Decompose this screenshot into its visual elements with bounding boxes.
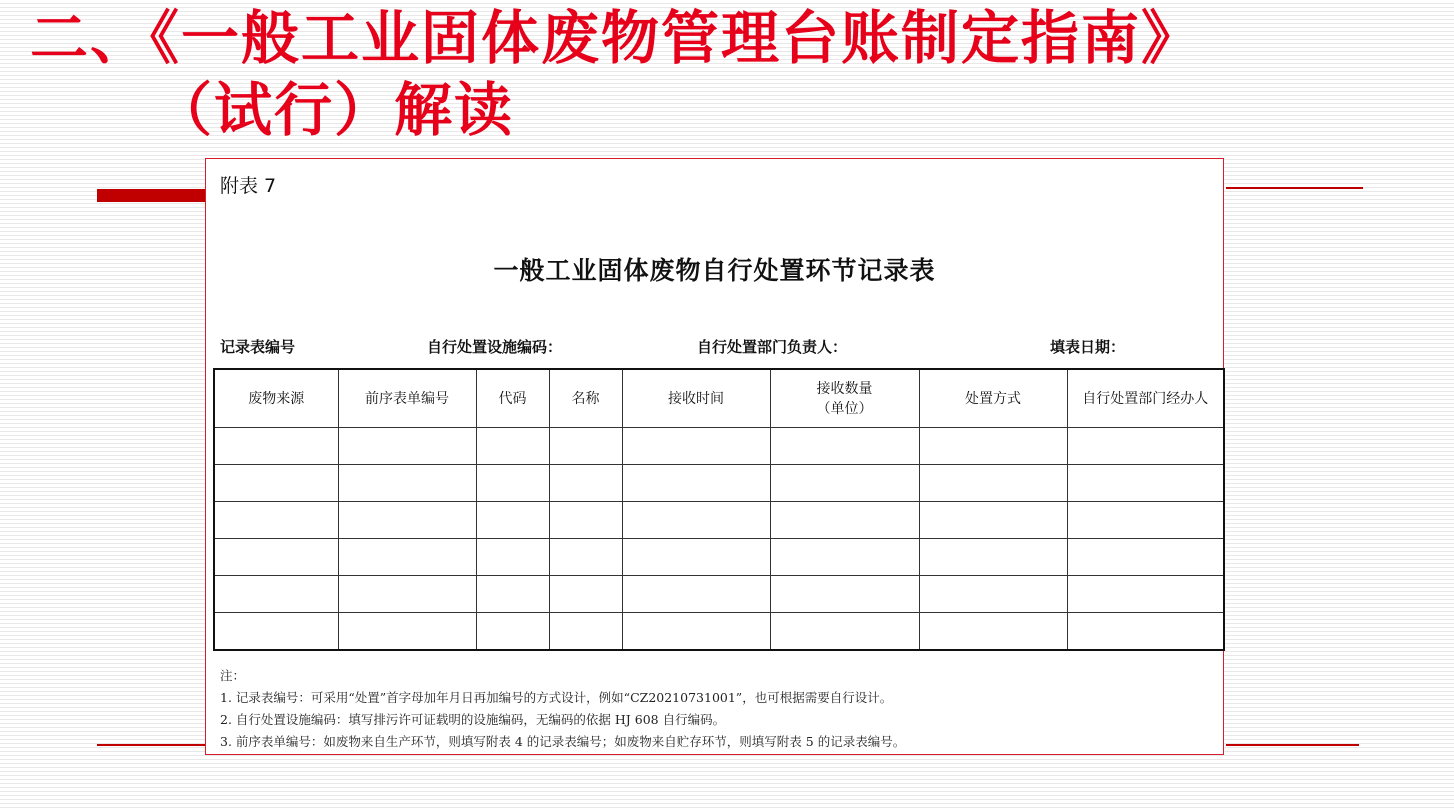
records-table [213, 368, 1225, 651]
table-row [214, 613, 1224, 651]
table-cell [338, 613, 476, 651]
header-waste-source: 废物来源 [214, 369, 338, 428]
table-cell [214, 465, 338, 502]
table-cell [622, 428, 770, 465]
header-receive-qty [770, 369, 919, 428]
table-cell [214, 428, 338, 465]
table-cell [476, 428, 549, 465]
table-cell [214, 539, 338, 576]
meta-record-no: 记录表编号 [220, 338, 296, 356]
table-cell [919, 576, 1067, 613]
table-cell [214, 576, 338, 613]
table-cell [549, 613, 622, 651]
table-cell [1067, 502, 1224, 539]
table-row [214, 576, 1224, 613]
table-cell [622, 539, 770, 576]
table-cell [622, 465, 770, 502]
table-cell [622, 576, 770, 613]
table-cell [476, 576, 549, 613]
slide-title [30, 2, 1430, 146]
accent-line-bottom-right [1226, 744, 1359, 746]
accent-line-top-right [1226, 187, 1363, 189]
table-row [214, 465, 1224, 502]
meta-dept-head: 自行处置部门负责人： [697, 338, 848, 356]
notes-heading: 注： [220, 668, 246, 683]
document-image-frame [205, 158, 1224, 755]
header-receive-qty-label: 接收数量 [816, 380, 873, 397]
table-cell [770, 502, 919, 539]
table-cell [476, 502, 549, 539]
table-cell [622, 502, 770, 539]
accent-bar [97, 189, 209, 202]
table-cell [622, 613, 770, 651]
table-cell [338, 465, 476, 502]
form-notes [220, 665, 905, 753]
appendix-label: 附表 7 [220, 175, 277, 197]
table-cell [770, 613, 919, 651]
table-cell [549, 428, 622, 465]
table-cell [770, 576, 919, 613]
form-title: 一般工业固体废物自行处置环节记录表 [493, 256, 936, 285]
table-cell [338, 502, 476, 539]
header-code: 代码 [476, 369, 549, 428]
table-cell [770, 539, 919, 576]
meta-facility-code: 自行处置设施编码： [427, 338, 563, 356]
table-cell [919, 465, 1067, 502]
table-cell [919, 613, 1067, 651]
table-cell [1067, 539, 1224, 576]
table-cell [214, 613, 338, 651]
table-cell [1067, 576, 1224, 613]
table-cell [338, 428, 476, 465]
header-name: 名称 [549, 369, 622, 428]
table-cell [338, 576, 476, 613]
table-cell [476, 465, 549, 502]
table-cell [770, 465, 919, 502]
table-cell [1067, 428, 1224, 465]
accent-line-bottom-left [97, 744, 209, 746]
note-item-2: 2. 自行处置设施编码：填写排污许可证载明的设施编码，无编码的依据 HJ 608 自行编码。 [220, 712, 726, 727]
table-row [214, 539, 1224, 576]
table-cell [476, 613, 549, 651]
note-item-1: 1. 记录表编号：可采用“处置”首字母加年月日再加编号的方式设计，例如“CZ20210731001”，也可根据需要自行设计。 [220, 690, 893, 705]
table-row [214, 502, 1224, 539]
header-handler: 自行处置部门经办人 [1067, 369, 1224, 428]
table-cell [476, 539, 549, 576]
table-cell [1067, 465, 1224, 502]
table-cell [549, 465, 622, 502]
header-receive-time: 接收时间 [622, 369, 770, 428]
table-cell [770, 428, 919, 465]
header-receive-qty-unit: （单位） [816, 400, 873, 417]
table-cell [338, 539, 476, 576]
table-cell [549, 502, 622, 539]
table-cell [919, 539, 1067, 576]
table-cell [549, 576, 622, 613]
header-method: 处置方式 [919, 369, 1067, 428]
table-row [214, 428, 1224, 465]
slide-title-line2: （试行）解读 [154, 76, 515, 144]
table-cell [919, 428, 1067, 465]
slide-title-line1: 二、《一般工业固体废物管理台账制定指南》 [30, 4, 1202, 72]
note-item-3: 3. 前序表单编号：如废物来自生产环节，则填写附表 4 的记录表编号；如废物来自贮存环节，则填写附表 5 的记录表编号。 [220, 734, 906, 749]
table-cell [919, 502, 1067, 539]
table-header-row [214, 369, 1224, 428]
table-cell [214, 502, 338, 539]
meta-fill-date: 填表日期： [1050, 338, 1126, 356]
table-cell [1067, 613, 1224, 651]
header-prev-form-no: 前序表单编号 [338, 369, 476, 428]
form-meta-row [206, 336, 1223, 360]
table-cell [549, 539, 622, 576]
